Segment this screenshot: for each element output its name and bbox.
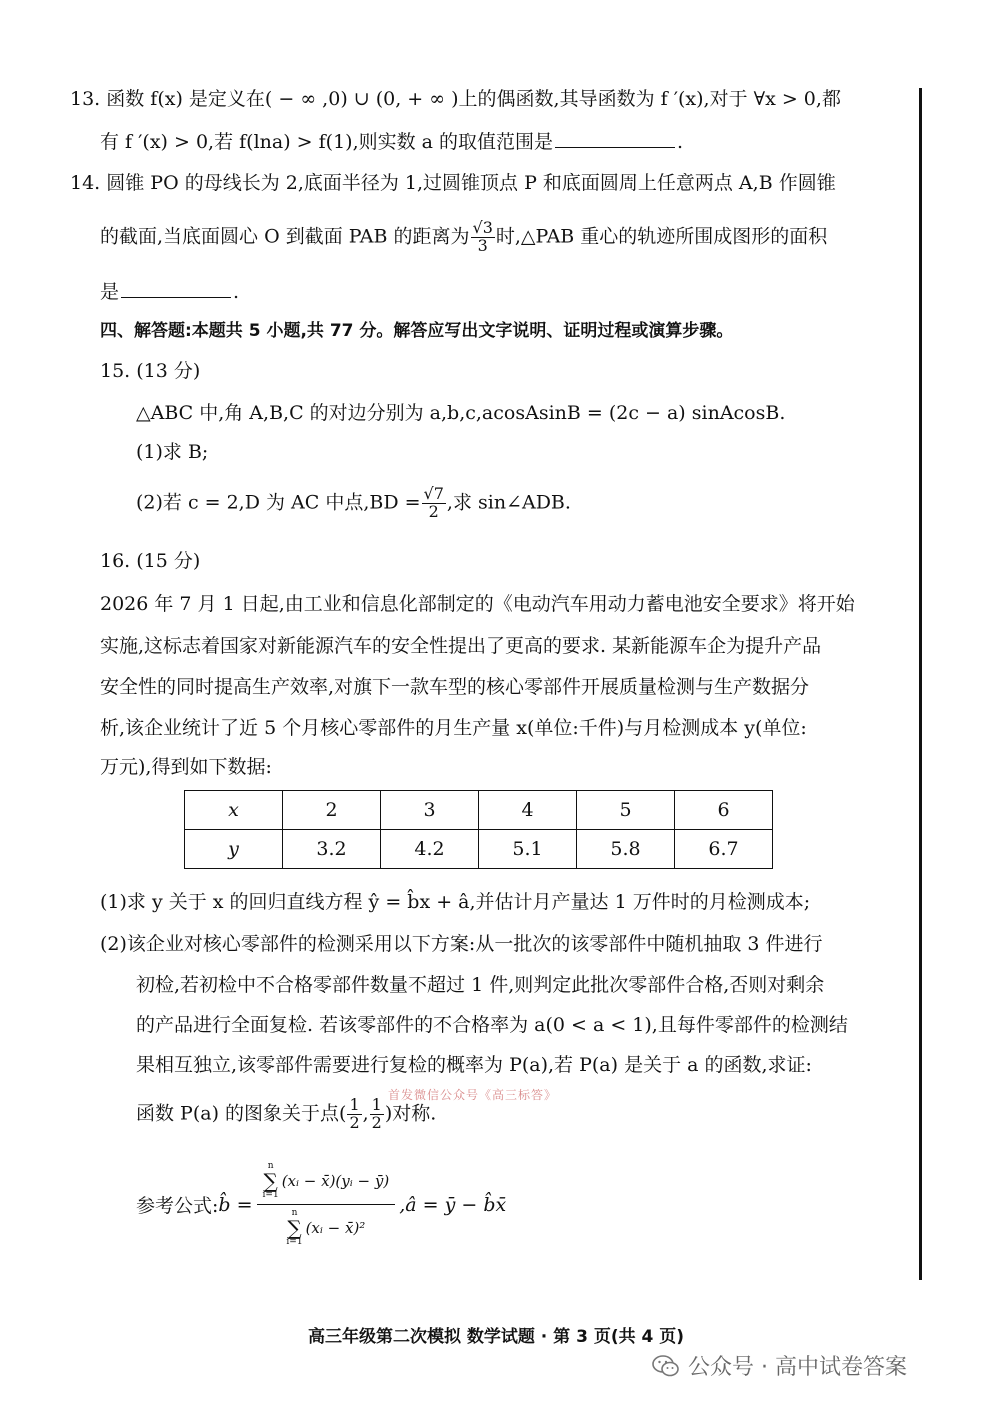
wechat-icon [652,1354,680,1378]
q15-stem: △ABC 中,角 A,B,C 的对边分别为 a,b,c,acosAsinB = (2c − a) sinAcosB. [136,402,786,424]
q16-part2-line: 的产品进行全面复检. 若该零部件的不合格率为 a(0 < a < 1),且每件零部件的检测结 [136,1014,848,1036]
q14-line2: 的截面,当底面圆心 O 到截面 PAB 的距离为 $\frac{√3}{3}$ 时,△PAB 重心的轨迹所围成图形的面积 [100,218,828,255]
q14-line3: 是 . [100,281,240,303]
table-cell: 4.2 [381,830,479,869]
page-footer: 高三年级第二次模拟 数学试题 · 第 3 页(共 4 页) [307,1327,685,1347]
q16-para-line: 析,该企业统计了近 5 个月核心零部件的月生产量 x(单位:千件)与月检测成本 y(单位: [100,717,807,739]
table-cell: 5.8 [577,830,675,869]
table-cell: 6.7 [675,830,773,869]
half-fraction: $\frac{1}{2}$ [349,1095,360,1132]
q15-part1: (1)求 B; [136,441,209,463]
table-cell: 2 [283,791,381,830]
table-cell: 4 [479,791,577,830]
table-cell: 5.1 [479,830,577,869]
q16-para-line: 安全性的同时提高生产效率,对旗下一款车型的核心零部件开展质量检测与生产数据分 [100,676,810,698]
q14-answer-blank[interactable] [121,296,231,298]
q13-answer-blank[interactable] [555,146,675,148]
q16-header: 16. (15 分) [100,550,201,572]
formula-label: 参考公式: [136,1195,219,1217]
q16-para-line: 2026 年 7 月 1 日起,由工业和信息化部制定的《电动汽车用动力蓄电池安全要求》将开始 [100,593,855,615]
q16-para-line: 实施,这标志着国家对新能源汽车的安全性提出了更高的要求. 某新能源车企为提升产品 [100,635,822,657]
formula-b-hat: b̂ = [218,1193,253,1216]
watermark-text: 首发微信公众号《高三标答》 [388,1088,558,1102]
q16-part1: (1)求 y 关于 x 的回归直线方程 ŷ = b̂x + â,并估计月产量达 1 万件时的月检测成本; [100,891,811,913]
formula-fraction: n ∑ i=1 (xᵢ − x̄)(yᵢ − ȳ) n ∑ i=1 (xᵢ − x̄)² [257,1162,396,1247]
table-cell: x [185,791,283,830]
data-table [184,790,773,869]
q13-line1: 13. 函数 f(x) 是定义在( − ∞ ,0) ∪ (0, + ∞ )上的偶函数,其导函数为 f ′(x),对于 ∀x > 0,都 [70,88,841,110]
q13-line2: 有 f ′(x) > 0,若 f(lna) > f(1),则实数 a 的取值范围是 . [100,131,684,153]
wechat-badge [652,1350,907,1381]
q15-fraction: $\frac{√7}{2}$ [423,484,444,521]
table-row [185,791,773,830]
q16-part2-line: 初检,若初检中不合格零部件数量不超过 1 件,则判定此批次零部件合格,否则对剩余 [136,974,825,996]
wechat-label: 公众号 · 高中试卷答案 [688,1355,907,1380]
table-cell: 3 [381,791,479,830]
table-cell: y [185,830,283,869]
section-4-heading: 四、解答题:本题共 5 小题,共 77 分。解答应写出文字说明、证明过程或演算步骤。 [100,321,734,341]
sigma-symbol: n ∑ i=1 [286,1208,303,1247]
q16-part2-line: 果相互独立,该零部件需要进行复检的概率为 P(a),若 P(a) 是关于 a 的函数,求证: [136,1054,812,1076]
q16-part2-last: 函数 P(a) 的图象关于点( $\frac{1}{2}$ , $\frac{1}{2}$ )对称. [136,1095,437,1132]
table-cell: 5 [577,791,675,830]
q14-line1: 14. 圆锥 PO 的母线长为 2,底面半径为 1,过圆锥顶点 P 和底面圆周上任意两点 A,B 作圆锥 [70,172,836,194]
reference-formula [136,1162,506,1247]
table-cell: 6 [675,791,773,830]
half-fraction: $\frac{1}{2}$ [371,1095,382,1132]
q15-header: 15. (13 分) [100,360,201,382]
table-row [185,830,773,869]
q16-para-line: 万元),得到如下数据: [100,756,272,778]
q16-part2-line: (2)该企业对核心零部件的检测采用以下方案:从一批次的该零部件中随机抽取 3 件进行 [100,933,823,955]
table-cell: 3.2 [283,830,381,869]
q14-fraction: $\frac{√3}{3}$ [472,218,493,255]
formula-a-hat: ,â = ȳ − b̂x̄ [399,1193,507,1216]
margin-line [919,88,922,1280]
q15-part2: (2)若 c = 2,D 为 AC 中点,BD = $\frac{√7}{2}$ ,求 sin∠ADB. [136,484,571,521]
sigma-symbol: n ∑ i=1 [262,1161,279,1200]
